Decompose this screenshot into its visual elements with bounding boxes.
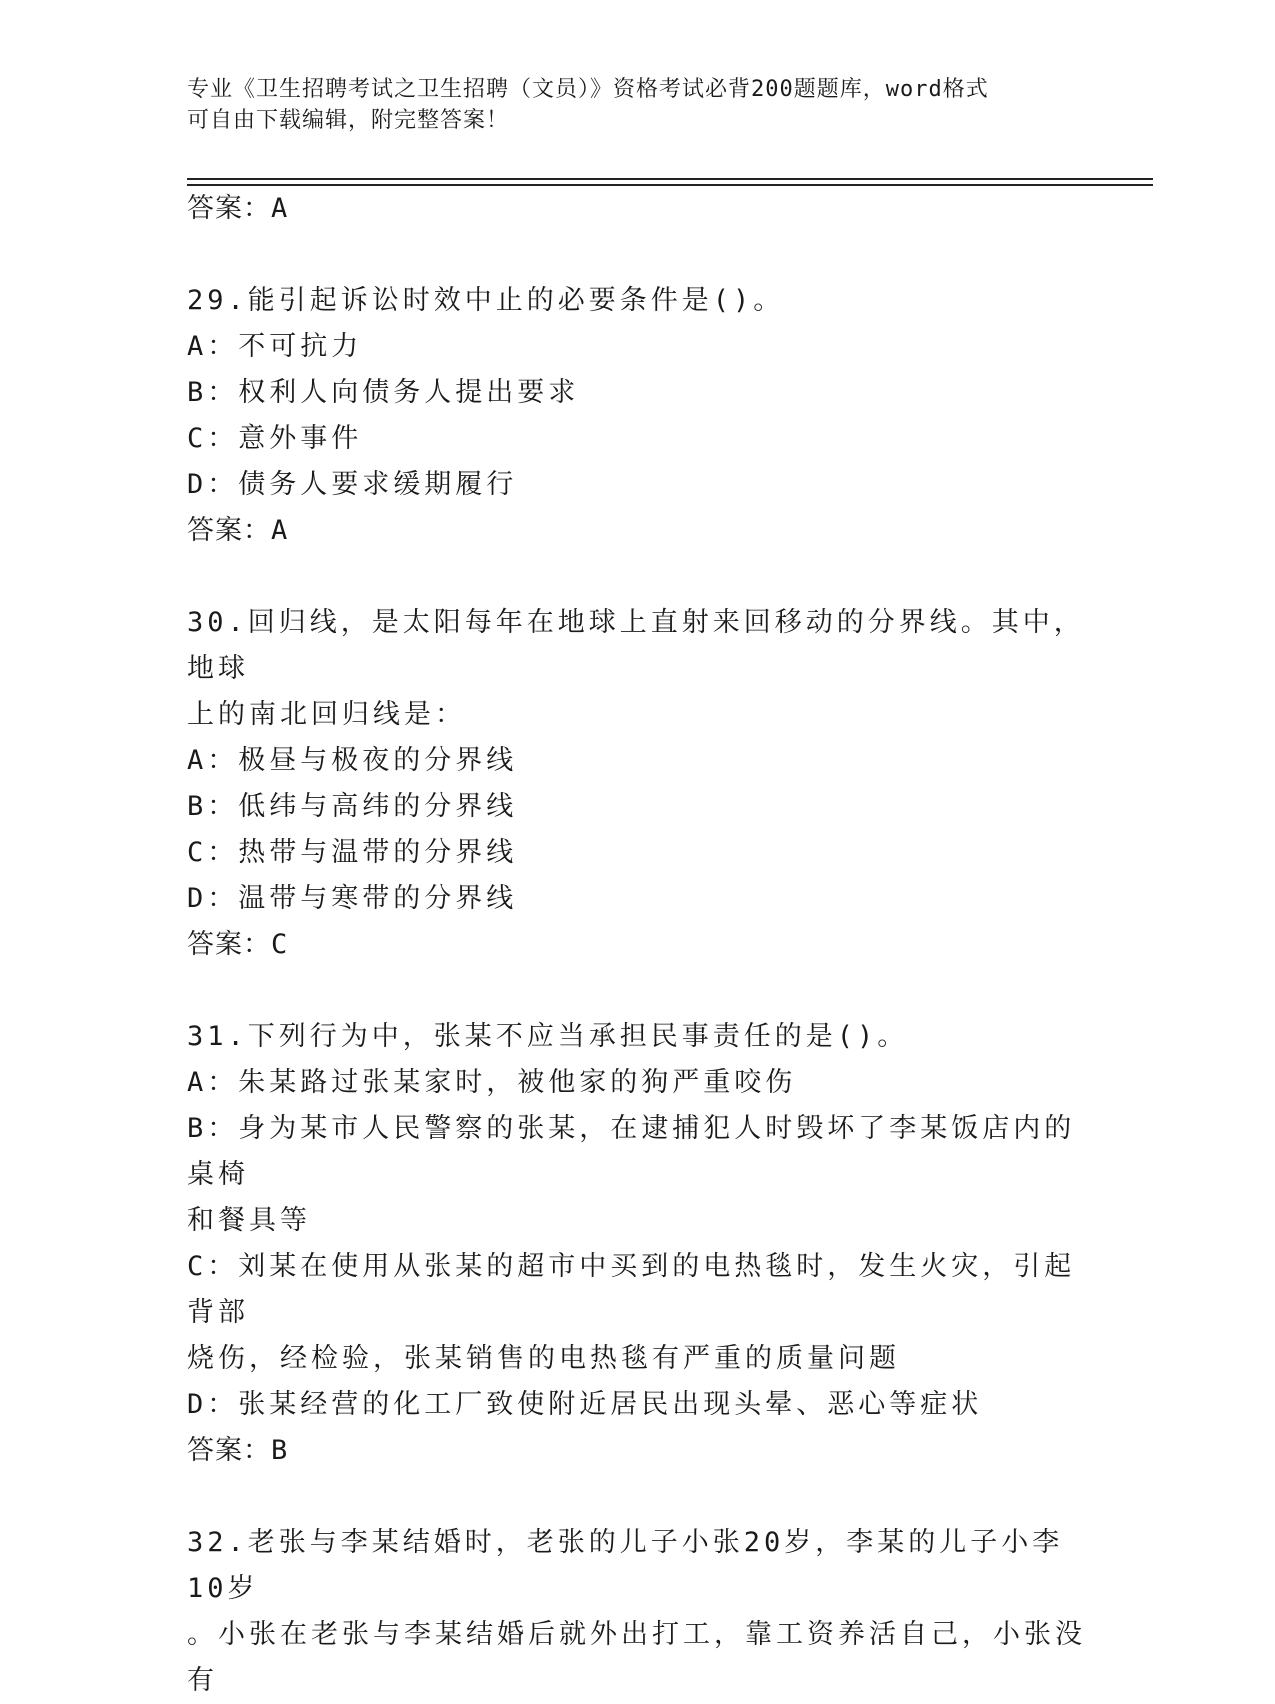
question-32 [187,1520,1087,1704]
question-text-continued: 上的南北回归线是： [187,699,466,730]
header-line-1: 专业《卫生招聘考试之卫生招聘（文员）》资格考试必背200题题库，word格式 [187,77,989,102]
header-line-2: 可自由下载编辑，附完整答案！ [187,108,510,133]
question-text: 31.下列行为中，张某不应当承担民事责任的是()。 [187,1021,909,1052]
option-b: B：身为某市人民警察的张某，在逮捕犯人时毁坏了李某饭店内的桌椅 [187,1113,1076,1190]
option-a: A：朱某路过张某家时，被他家的狗严重咬伤 [187,1067,797,1098]
option-d: D：温带与寒带的分界线 [187,883,518,914]
spacer [187,554,1087,600]
document-header [187,74,1087,136]
option-a: A：不可抗力 [187,331,363,362]
spacer [187,232,1087,278]
answer: 答案：A [187,515,289,546]
option-c-continued: 烧伤，经检验，张某销售的电热毯有严重的质量问题 [187,1343,900,1374]
option-d: D：张某经营的化工厂致使附近居民出现头晕、恶心等症状 [187,1389,983,1420]
option-b: B：低纬与高纬的分界线 [187,791,518,822]
spacer [187,968,1087,1014]
option-c: C：热带与温带的分界线 [187,837,518,868]
option-b-continued: 和餐具等 [187,1205,311,1236]
previous-answer: 答案：A [187,193,289,224]
question-29 [187,278,1087,554]
answer: 答案：B [187,1435,289,1466]
question-text-continued: 。小张在老张与李某结婚后就外出打工，靠工资养活自己，小张没有 [187,1619,1086,1696]
option-d: D：债务人要求缓期履行 [187,469,518,500]
question-list [187,186,1087,1704]
question-text: 32.老张与李某结婚时，老张的儿子小张20岁，李某的儿子小李10岁 [187,1527,1064,1604]
option-b: B：权利人向债务人提出要求 [187,377,580,408]
option-a: A：极昼与极夜的分界线 [187,745,518,776]
answer: 答案：C [187,929,289,960]
option-c: C：意外事件 [187,423,363,454]
question-30 [187,600,1087,968]
question-text: 30.回归线，是太阳每年在地球上直射来回移动的分界线。其中，地球 [187,607,1085,684]
header-rule-top [187,178,1153,180]
option-c: C：刘某在使用从张某的超市中买到的电热毯时，发生火灾，引起背部 [187,1251,1076,1328]
spacer [187,1474,1087,1520]
question-31 [187,1014,1087,1474]
question-text: 29.能引起诉讼时效中止的必要条件是()。 [187,285,785,316]
